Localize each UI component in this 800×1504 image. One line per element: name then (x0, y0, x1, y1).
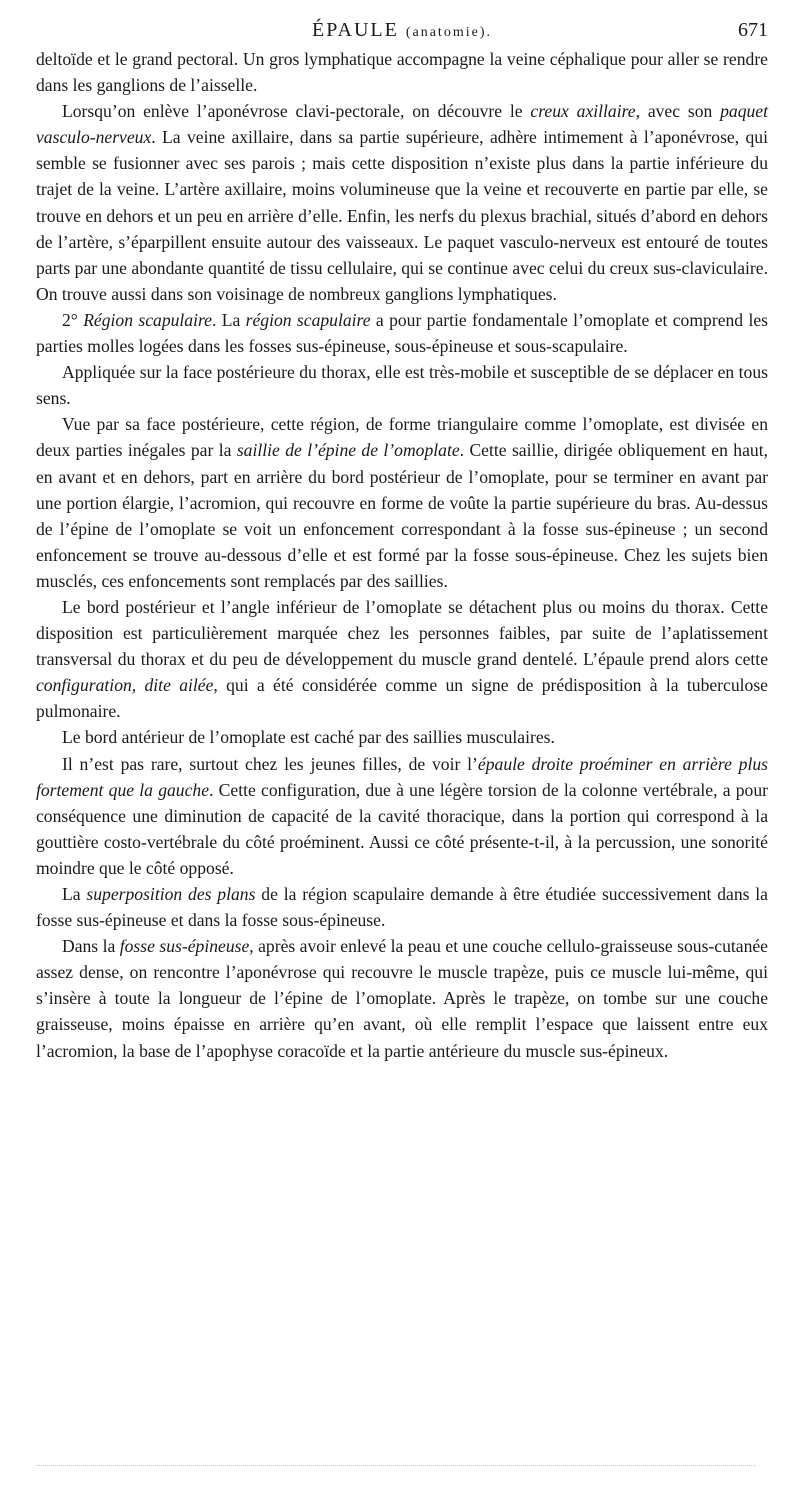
italic-text: creux axillaire (530, 101, 636, 122)
paragraph (36, 933, 768, 1063)
italic-text: fosse sus-épineuse (119, 936, 250, 957)
italic-text: configuration, dite ailée (36, 675, 214, 696)
text-run: . La veine axillaire, dans sa partie supérieure, adhère intimement à l’aponévrose, qui semble se fusionner avec ses parois ; mais cette disposition n’existe plus dans la partie inférieure du trajet de la veine. L’artère axillaire, moins volumineuse que la veine et recouverte en partie par elle, se trouve en dehors et un peu en arrière d’elle. Enfin, les nerfs du plexus brachial, situés d’abord en dehors de l’artère, s’éparpillent ensuite autour des vaisseaux. Le paquet vasculo-nerveux est entouré de toutes parts par une abondante quantité de tissu cellulaire, qui se continue avec celui du creux sus-claviculaire. On trouve aussi dans son voisinage de nombreux ganglions lymphatiques. (36, 127, 768, 304)
page-number: 671 (738, 19, 768, 41)
running-title-qualifier: (anatomie). (405, 25, 492, 40)
paragraph (36, 751, 768, 881)
text-run: . Cette configuration, due à une légère torsion de la colonne vertébrale, a pour conséquence une diminution de capacité de la cavité thoracique, dans la portion qui correspond à la gouttière costo-vertébrale du côté proéminent. Aussi ce côté présente-t-il, à la percussion, une sonorité moindre que le côté opposé. (36, 779, 768, 878)
italic-text: paquet vasculo-nerveux (36, 101, 768, 148)
text-run: Il n’est pas rare, surtout chez les jeunes filles, de voir l’ (62, 753, 478, 774)
text-run: Lorsqu’on enlève l’aponévrose clavi-pectorale, on découvre le (62, 101, 531, 122)
paragraph (36, 307, 768, 359)
text-run: , qui a été considérée comme un signe de prédisposition à la tuberculose pulmonaire. (36, 675, 768, 722)
body-text (36, 46, 768, 1064)
paragraph (36, 411, 768, 594)
paragraph (36, 46, 768, 98)
text-run: Dans la (62, 936, 120, 957)
italic-text: épaule droite proéminer en arrière plus fortement que la gauche (36, 753, 769, 800)
italic-text: région scapulaire (245, 309, 371, 330)
paragraph (36, 881, 768, 933)
italic-text: saillie de l’épine de l’omoplate (236, 440, 460, 461)
text-run: de la région scapulaire demande à être étudiée successivement dans la fosse sus-épineuse et dans la fosse sous-épineuse. (36, 884, 768, 931)
text-run: , après avoir enlevé la peau et une couche cellulo-graisseuse sous-cutanée assez dense, on rencontre l’aponévrose qui recouvre le muscle trapèze, puis ce muscle lui-même, qui s’insère à toute la longueur de l’épine de l’omoplate. Après le trapèze, on tombe sur une couche graisseuse, moins épaisse en arrière qu’en avant, où elle remplit l’espace que laissent entre eux l’acromion, la base de l’apophyse coracoïde et la partie antérieure du muscle sus-épineux. (36, 936, 768, 1061)
italic-text: Région scapulaire (83, 309, 212, 330)
book-page (36, 0, 768, 1064)
paragraph (36, 724, 768, 750)
text-run: Vue par sa face postérieure, cette région, de forme triangulaire comme l’omoplate, est divisée en deux parties inégales par la (36, 414, 768, 461)
text-run: . Cette saillie, dirigée obliquement en haut, en avant et en dehors, part en arrière du bord postérieur de l’omoplate, pour se terminer en avant par une portion élargie, l’acromion, qui recouvre en forme de voûte la partie supérieure du bras. Au-dessus de l’épine de l’omoplate se voit un enfoncement correspondant à la fosse sus-épineuse ; un second enfoncement se trouve au-dessous d’elle et est formé par la fosse sous-épineuse. Chez les sujets bien musclés, ces enfoncements sont remplacés par des saillies. (36, 440, 768, 591)
running-head (36, 0, 768, 46)
paragraph (36, 594, 768, 724)
footer-rule (36, 1465, 756, 1466)
text-run: Le bord postérieur et l’angle inférieur de l’omoplate se détachent plus ou moins du thorax. Cette disposition est particulièrement marquée chez les personnes faibles, par suite de l’aplatissement transversal du thorax et du peu de développement du muscle grand dentelé. L’épaule prend alors cette (36, 596, 768, 670)
text-run: . La (212, 309, 246, 330)
text-run: 2° (62, 309, 84, 330)
text-run: deltoïde et le grand pectoral. Un gros lymphatique accompagne la veine céphalique pour aller se rendre dans les ganglions de l’aisselle. (36, 49, 768, 96)
italic-text: superposition des plans (86, 884, 256, 904)
running-title-main: ÉPAULE (312, 19, 399, 41)
text-run: , avec son (635, 101, 721, 122)
text-run: Le bord antérieur de l’omoplate est caché par des saillies musculaires. (62, 727, 555, 748)
text-run: La (62, 884, 87, 904)
paragraph (36, 359, 768, 411)
running-title (36, 18, 768, 45)
text-run: a pour partie fondamentale l’omoplate et comprend les parties molles logées dans les fosses sus-épineuse, sous-épineuse et sous-scapulaire. (36, 309, 768, 357)
paragraph (36, 98, 768, 307)
text-run: Appliquée sur la face postérieure du thorax, elle est très-mobile et susceptible de se déplacer en tous sens. (36, 362, 768, 409)
